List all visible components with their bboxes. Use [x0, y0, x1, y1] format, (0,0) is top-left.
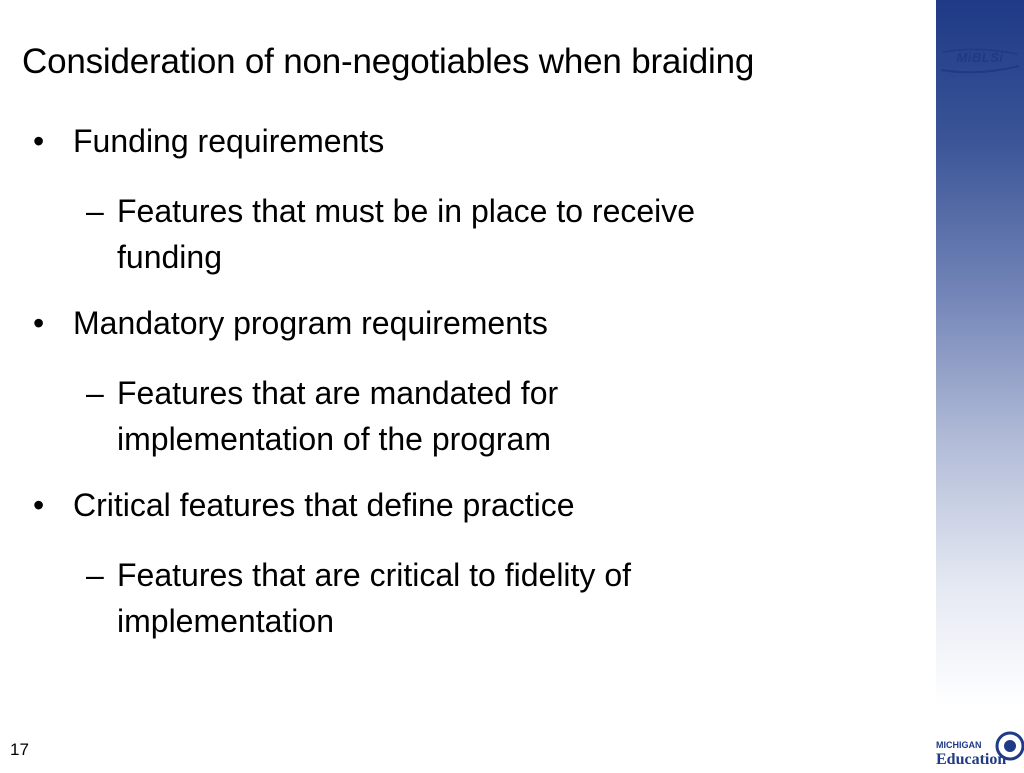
bullet-icon: • [33, 487, 45, 523]
mibls-logo-text: MiBLSi [956, 50, 1004, 65]
dash-icon: – [86, 557, 104, 593]
mibls-logo [939, 46, 1021, 76]
logo-education-text: Education [936, 751, 1007, 768]
bullet-icon: • [33, 305, 45, 341]
sub-bullet-text [117, 552, 877, 644]
slide-number: 17 [10, 740, 29, 759]
sub-bullet-line: Features that are critical to fidelity of [117, 557, 631, 593]
sub-bullet-line: Features that must be in place to receive [117, 193, 696, 229]
logo-michigan-text: MICHIGAN [936, 740, 982, 750]
bullet-icon: • [33, 123, 45, 159]
sub-bullet-text [117, 370, 877, 462]
sub-bullet-line: implementation [117, 603, 334, 639]
sidebar-gradient [936, 0, 1024, 768]
dash-icon: – [86, 375, 104, 411]
bullet-label: Funding requirements [73, 123, 385, 159]
sub-bullet-text [117, 188, 877, 280]
michigan-education-logo [934, 720, 1024, 768]
dash-icon: – [86, 193, 104, 229]
slide-title: Consideration of non-negotiables when braiding [22, 42, 755, 81]
sub-bullet-line: implementation of the program [117, 421, 551, 457]
bullet-label: Critical features that define practice [73, 487, 575, 523]
sub-bullet-line: Features that are mandated for [117, 375, 559, 411]
sub-bullet-line: funding [117, 239, 222, 275]
bullet-label: Mandatory program requirements [73, 305, 548, 341]
